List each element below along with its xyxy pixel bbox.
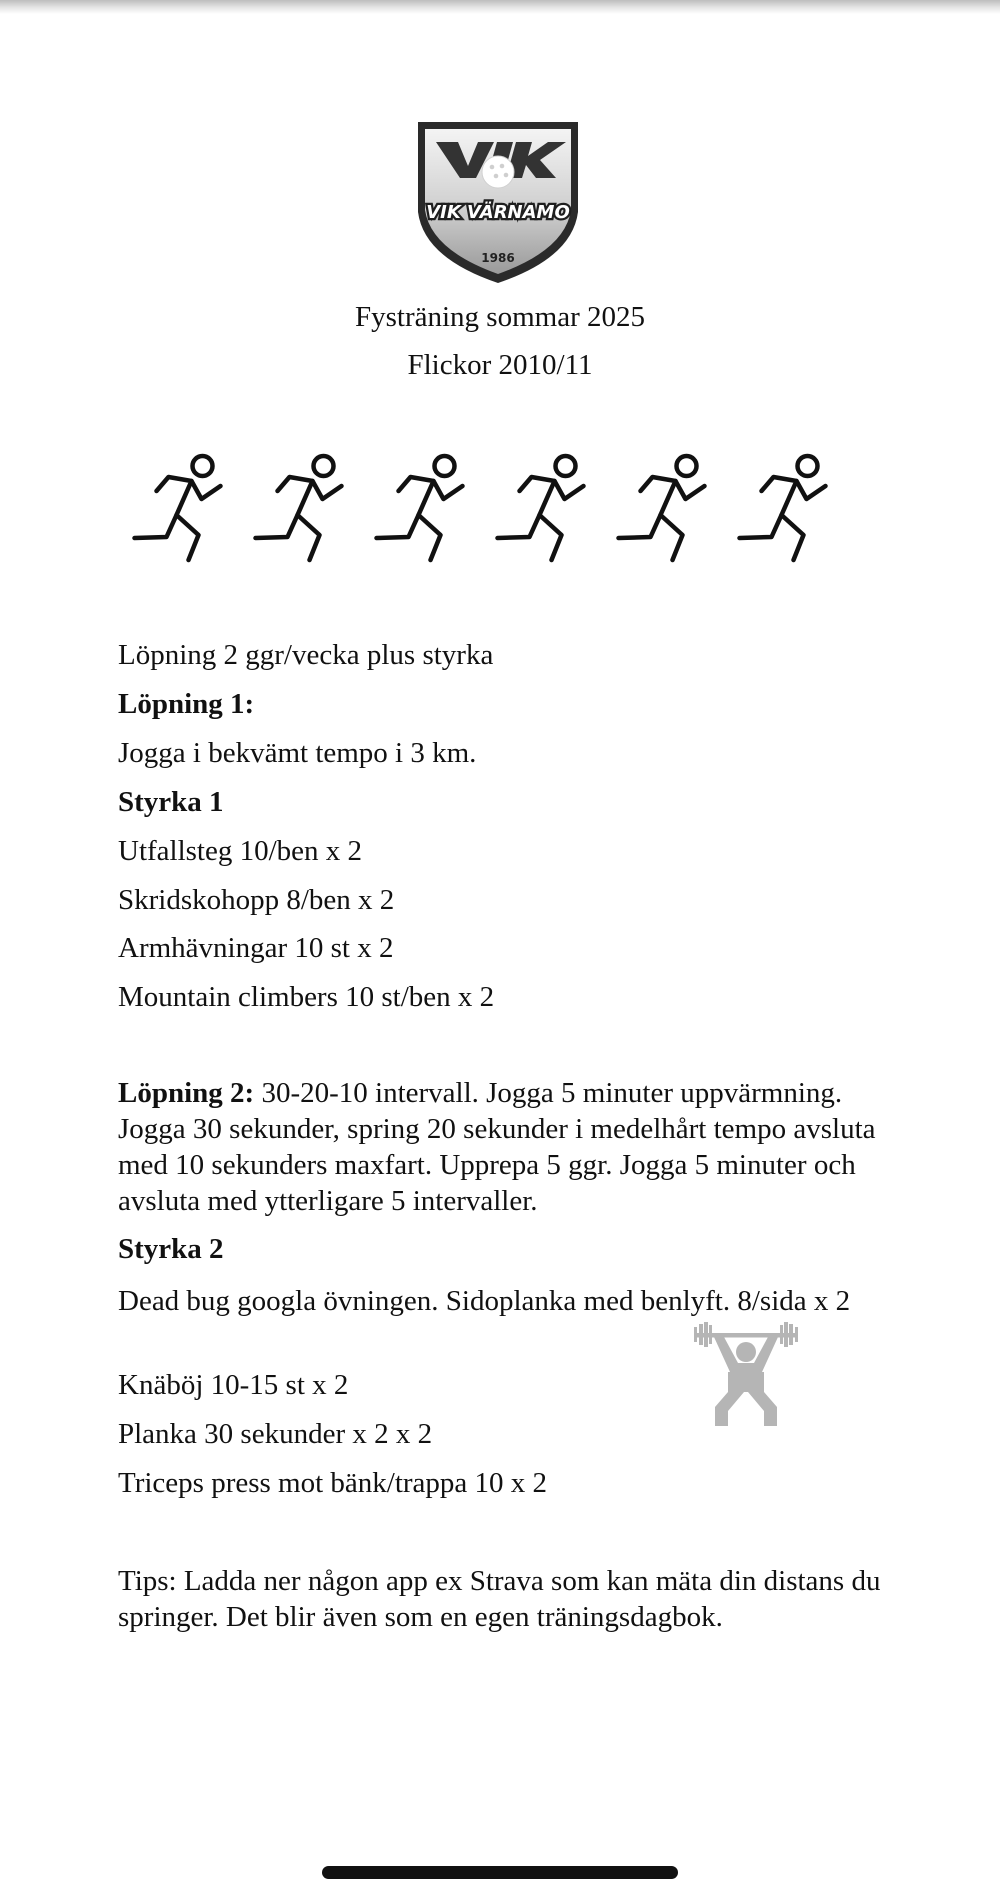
run2-heading: Löpning 2: xyxy=(118,1077,255,1109)
logo-wordmark: VIK VÄRNAMO xyxy=(426,202,570,223)
status-bar-shadow xyxy=(0,0,1000,14)
strength2-item: Planka 30 sekunder x 2 x 2 xyxy=(118,1418,433,1450)
strength1-item: Skridskohopp 8/ben x 2 xyxy=(118,884,395,916)
runner-icons-row xyxy=(128,451,834,563)
runner-icon xyxy=(733,451,834,563)
weightlifter-icon xyxy=(694,1322,798,1426)
runner-icon xyxy=(128,451,229,563)
home-indicator[interactable] xyxy=(322,1866,678,1879)
runner-icon xyxy=(249,451,350,563)
strength2-item: Triceps press mot bänk/trappa 10 x 2 xyxy=(118,1467,548,1499)
page-title: Fysträning sommar 2025 xyxy=(355,301,645,333)
strength1-heading: Styrka 1 xyxy=(118,786,224,818)
strength2-heading: Styrka 2 xyxy=(118,1233,224,1265)
run2-text: 30-20-10 intervall. Jogga 5 minuter uppvärmning. Jogga 30 sekunder, spring 20 sekunder i medelhårt tempo avsluta med 10 sekunders maxfart. Upprepa 5 ggr. Jogga 5 minuter och avsluta med ytterligare 5 intervaller. xyxy=(118,1077,876,1217)
strength1-item: Mountain climbers 10 st/ben x 2 xyxy=(118,981,495,1013)
page-subtitle: Flickor 2010/11 xyxy=(407,349,593,381)
run1-text: Jogga i bekvämt tempo i 3 km. xyxy=(118,737,477,769)
tips-text: Tips: Ladda ner någon app ex Strava som kan mäta din distans du springer. Det blir även som en egen träningsdagbok. xyxy=(118,1565,881,1633)
strength1-item: Utfallsteg 10/ben x 2 xyxy=(118,835,363,867)
runner-icon xyxy=(491,451,592,563)
run2-paragraph xyxy=(118,1075,888,1219)
runner-icon xyxy=(612,451,713,563)
strength2-item: Dead bug googla övningen. Sidoplanka med benlyft. 8/sida x 2 xyxy=(118,1285,851,1317)
vik-varnamo-logo xyxy=(414,120,582,285)
logo-year: 1986 xyxy=(481,251,515,265)
strength2-item: Knäböj 10-15 st x 2 xyxy=(118,1369,349,1401)
strength1-item: Armhävningar 10 st x 2 xyxy=(118,932,394,964)
runner-icon xyxy=(370,451,471,563)
run1-heading: Löpning 1: xyxy=(118,688,255,720)
plan-intro: Löpning 2 ggr/vecka plus styrka xyxy=(118,639,494,671)
